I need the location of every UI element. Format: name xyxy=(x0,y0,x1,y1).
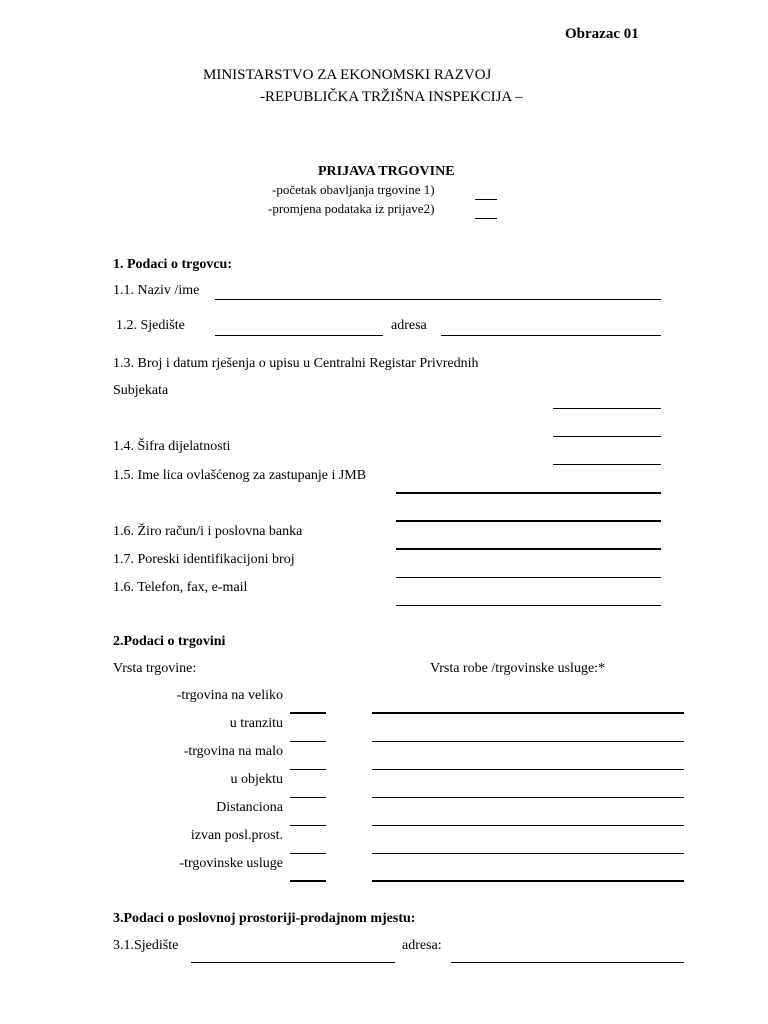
address-field[interactable] xyxy=(441,335,661,336)
option-change-label: -promjena podataka iz prijave2) xyxy=(268,201,435,216)
address-label: adresa xyxy=(391,318,427,333)
representative-label: 1.5. Ime lica ovlašćenog za zastupanje i JMB xyxy=(113,468,367,483)
representative-jmb-field[interactable] xyxy=(396,520,661,522)
goods-line-in-facility[interactable] xyxy=(372,797,684,798)
activity-code-field[interactable] xyxy=(553,464,661,465)
checkbox-line-retail[interactable] xyxy=(290,769,326,770)
option-change-field[interactable] xyxy=(475,218,497,219)
checkbox-line-in-facility[interactable] xyxy=(290,797,326,798)
representative-name-field[interactable] xyxy=(396,492,661,494)
option-distance: Distanciona xyxy=(216,800,283,815)
option-wholesale: -trgovina na veliko xyxy=(176,688,283,703)
checkbox-line-wholesale[interactable] xyxy=(290,712,326,714)
goods-type-label: Vrsta robe /trgovinske usluge:* xyxy=(430,661,606,676)
goods-line-retail[interactable] xyxy=(372,769,684,770)
activity-code-label: 1.4. Šifra dijelatnosti xyxy=(113,439,231,454)
premises-address-field[interactable] xyxy=(451,962,684,963)
bank-label: 1.6. Žiro račun/i i poslovna banka xyxy=(113,524,303,539)
goods-line-outside-premises[interactable] xyxy=(372,853,684,854)
option-start-field[interactable] xyxy=(475,199,497,200)
form-title: PRIJAVA TRGOVINE xyxy=(318,164,455,179)
section2-heading: 2.Podaci o trgovini xyxy=(113,634,226,649)
section3-heading: 3.Podaci o poslovnoj prostoriji-prodajnom mjestu: xyxy=(113,911,416,926)
goods-line-wholesale[interactable] xyxy=(372,712,684,714)
option-in-facility: u objektu xyxy=(230,772,283,787)
tax-id-field[interactable] xyxy=(396,577,661,578)
seat-label: 1.2. Sjedište xyxy=(116,318,185,333)
goods-line-distance[interactable] xyxy=(372,825,684,826)
name-field[interactable] xyxy=(215,299,661,300)
register-label: 1.3. Broj i datum rješenja o upisu u Centralni Registar Privrednih xyxy=(113,356,479,371)
goods-line-transit[interactable] xyxy=(372,741,684,742)
option-start-label: -početak obavljanja trgovine 1) xyxy=(272,182,435,197)
checkbox-line-distance[interactable] xyxy=(290,825,326,826)
checkbox-line-trade-services[interactable] xyxy=(290,880,326,882)
checkbox-line-outside-premises[interactable] xyxy=(290,853,326,854)
ministry-title: MINISTARSTVO ZA EKONOMSKI RAZVOJ xyxy=(203,67,492,83)
option-outside-premises: izvan posl.prost. xyxy=(190,828,283,843)
option-transit: u tranzitu xyxy=(229,716,283,731)
trade-type-label: Vrsta trgovine: xyxy=(113,661,197,676)
contact-field[interactable] xyxy=(396,605,661,606)
register-date-field[interactable] xyxy=(553,436,661,437)
register-number-field[interactable] xyxy=(553,408,661,409)
contact-label: 1.6. Telefon, fax, e-mail xyxy=(113,580,248,595)
premises-seat-field[interactable] xyxy=(191,962,395,963)
checkbox-line-transit[interactable] xyxy=(290,741,326,742)
tax-id-label: 1.7. Poreski identifikacijoni broj xyxy=(113,552,295,567)
section1-heading: 1. Podaci o trgovcu: xyxy=(113,257,232,272)
form-number: Obrazac 01 xyxy=(565,26,639,42)
seat-field[interactable] xyxy=(215,335,383,336)
bank-field[interactable] xyxy=(396,548,661,550)
goods-line-trade-services[interactable] xyxy=(372,880,684,882)
option-retail: -trgovina na malo xyxy=(183,744,283,759)
register-label-cont: Subjekata xyxy=(113,383,169,398)
premises-address-label: adresa: xyxy=(402,938,442,953)
premises-seat-label: 3.1.Sjedište xyxy=(113,938,179,953)
option-trade-services: -trgovinske usluge xyxy=(179,856,283,871)
inspection-title: -REPUBLIČKA TRŽIŠNA INSPEKCIJA – xyxy=(260,89,523,105)
name-label: 1.1. Naziv /ime xyxy=(113,283,200,298)
